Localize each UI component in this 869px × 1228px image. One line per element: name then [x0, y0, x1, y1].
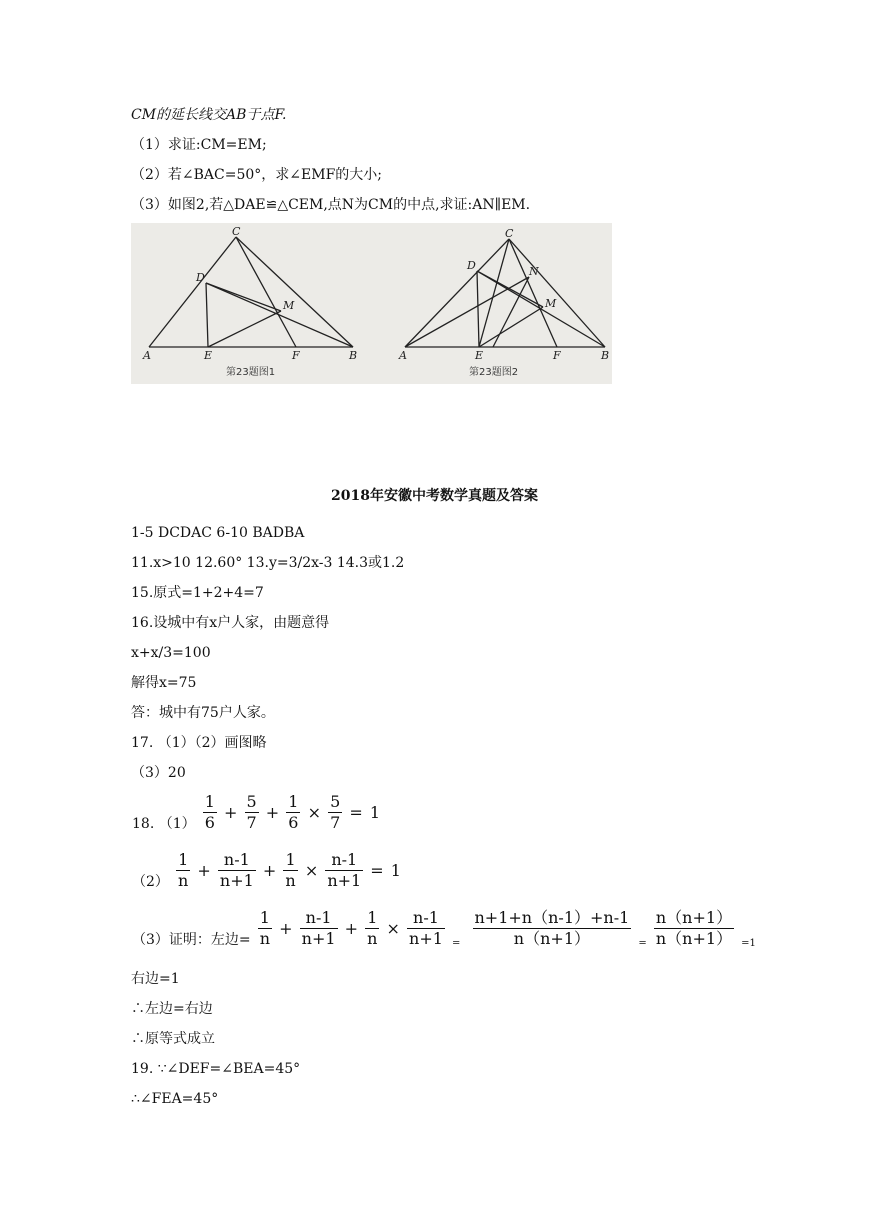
label-a-2: A [399, 349, 407, 362]
operator: + [262, 861, 277, 880]
operator: + [224, 803, 238, 822]
label-f-1: F [292, 349, 300, 362]
fraction-denominator: n（n+1） [513, 929, 590, 948]
fraction-denominator: 6 [288, 813, 299, 832]
fraction-numerator: n-1 [300, 908, 338, 929]
geometry-figure [131, 223, 612, 384]
label-f-2: F [553, 349, 561, 362]
operator: = [370, 861, 384, 880]
fraction-denominator: n+1 [409, 929, 443, 948]
fraction-denominator: n [285, 871, 296, 890]
operator: × [304, 861, 319, 880]
answer-19-therefore: ∴∠FEA=45° [131, 1091, 219, 1107]
fraction-numerator: n-1 [218, 850, 256, 871]
operator: + [265, 803, 280, 822]
answer-1-10: 1-5 DCDAC 6-10 BADBA [131, 525, 305, 541]
label-d-2: D [467, 259, 476, 272]
operator: + [344, 919, 359, 938]
fraction-denominator: n+1 [219, 871, 254, 890]
fraction-denominator: n+1 [327, 871, 362, 890]
fraction [203, 792, 217, 833]
fraction [176, 850, 190, 891]
geometry-figure-svg [131, 223, 612, 384]
answer-17: 17. （1）（2）画图略 [131, 735, 267, 751]
answer-16: 16.设城中有x户人家，由题意得 [131, 615, 330, 631]
fraction [245, 792, 259, 833]
operator: + [279, 919, 293, 938]
answer-18-3 [131, 908, 757, 949]
fraction [407, 908, 445, 949]
fraction-numerator: n+1+n（n-1）+n-1 [474, 908, 630, 927]
operator: = [452, 938, 461, 949]
fraction-numerator: n-1 [407, 908, 445, 929]
fraction-numerator: 1 [258, 908, 272, 929]
answer-16-equation: x+x/3=100 [131, 645, 211, 661]
answer-19: 19. ∵∠DEF=∠BEA=45° [131, 1061, 301, 1077]
label-n-2: N [529, 265, 539, 278]
fraction [365, 908, 379, 949]
label-c-2: C [505, 227, 514, 240]
fraction-numerator: n（n+1） [655, 908, 733, 927]
answer-11-14: 11.x>10 12.60° 13.y=3/2x-3 14.3或1.2 [131, 555, 405, 571]
fraction [218, 850, 256, 891]
fraction [300, 908, 338, 949]
label-c-1: C [232, 225, 241, 238]
fraction-numerator: 1 [288, 792, 299, 811]
answer-18-3-prefix: （3）证明：左边= [132, 932, 251, 948]
label-e-1: E [204, 349, 213, 362]
figure-caption-1: 第23题图1 [226, 367, 276, 378]
fraction-numerator: 1 [365, 908, 379, 929]
operator: × [386, 919, 400, 938]
fraction [328, 792, 342, 833]
fraction [286, 792, 300, 833]
fraction [283, 850, 297, 891]
operator: = [349, 803, 363, 822]
answer-17-part-3: （3）20 [131, 765, 186, 781]
fraction-denominator: 7 [330, 813, 341, 832]
label-a-1: A [143, 349, 151, 362]
fraction-numerator: n-1 [325, 850, 363, 871]
operator: + [197, 861, 211, 880]
fraction-denominator: n [178, 871, 189, 890]
label-e-2: E [475, 349, 484, 362]
result: 1 [390, 861, 401, 880]
answer-18-1-prefix: 18. （1） [132, 816, 196, 832]
fraction-denominator: 6 [204, 813, 215, 832]
fraction-numerator: 1 [283, 850, 297, 871]
fraction-denominator: n [367, 929, 378, 948]
fraction-numerator: 1 [204, 792, 215, 811]
fraction [258, 908, 272, 949]
fraction-numerator: 1 [176, 850, 190, 871]
problem-line-1: CM的延长线交AB于点F. [131, 107, 287, 123]
label-m-2: M [545, 297, 557, 310]
result: 1 [369, 803, 381, 822]
answer-18-2-prefix: （2） [132, 874, 169, 890]
answer-18-2 [131, 850, 402, 891]
operator: = [638, 938, 647, 949]
fraction-denominator: 7 [246, 813, 257, 832]
answer-16-conclusion: 答：城中有75户人家。 [131, 705, 275, 721]
answer-18-therefore-2: ∴原等式成立 [131, 1031, 215, 1047]
label-d-1: D [196, 271, 205, 284]
label-m-1: M [283, 299, 295, 312]
result: =1 [741, 938, 756, 949]
fraction-denominator: n（n+1） [655, 929, 733, 948]
answer-15: 15.原式=1+2+4=7 [131, 585, 264, 601]
answer-18-right-side: 右边=1 [131, 971, 180, 987]
fraction-numerator: 5 [246, 792, 257, 811]
answer-18-1 [131, 792, 381, 833]
fraction [473, 908, 632, 949]
problem-question-1: （1）求证:CM=EM; [131, 137, 267, 153]
problem-question-3: （3）如图2,若△DAE≌△CEM,点N为CM的中点,求证:AN∥EM. [131, 197, 531, 213]
figure-caption-2: 第23题图2 [469, 367, 519, 378]
fraction [325, 850, 363, 891]
section-title: 2018年安徽中考数学真题及答案 [331, 488, 538, 504]
operator: × [307, 803, 321, 822]
answer-18-therefore-1: ∴左边=右边 [131, 1001, 213, 1017]
label-b-1: B [349, 349, 358, 362]
problem-question-2: （2）若∠BAC=50°，求∠EMF的大小; [131, 167, 383, 183]
fraction-numerator: 5 [330, 792, 341, 811]
label-b-2: B [601, 349, 610, 362]
answer-16-solution: 解得x=75 [131, 675, 197, 691]
fraction [654, 908, 734, 949]
fraction-denominator: n [259, 929, 271, 948]
fraction-denominator: n+1 [301, 929, 336, 948]
